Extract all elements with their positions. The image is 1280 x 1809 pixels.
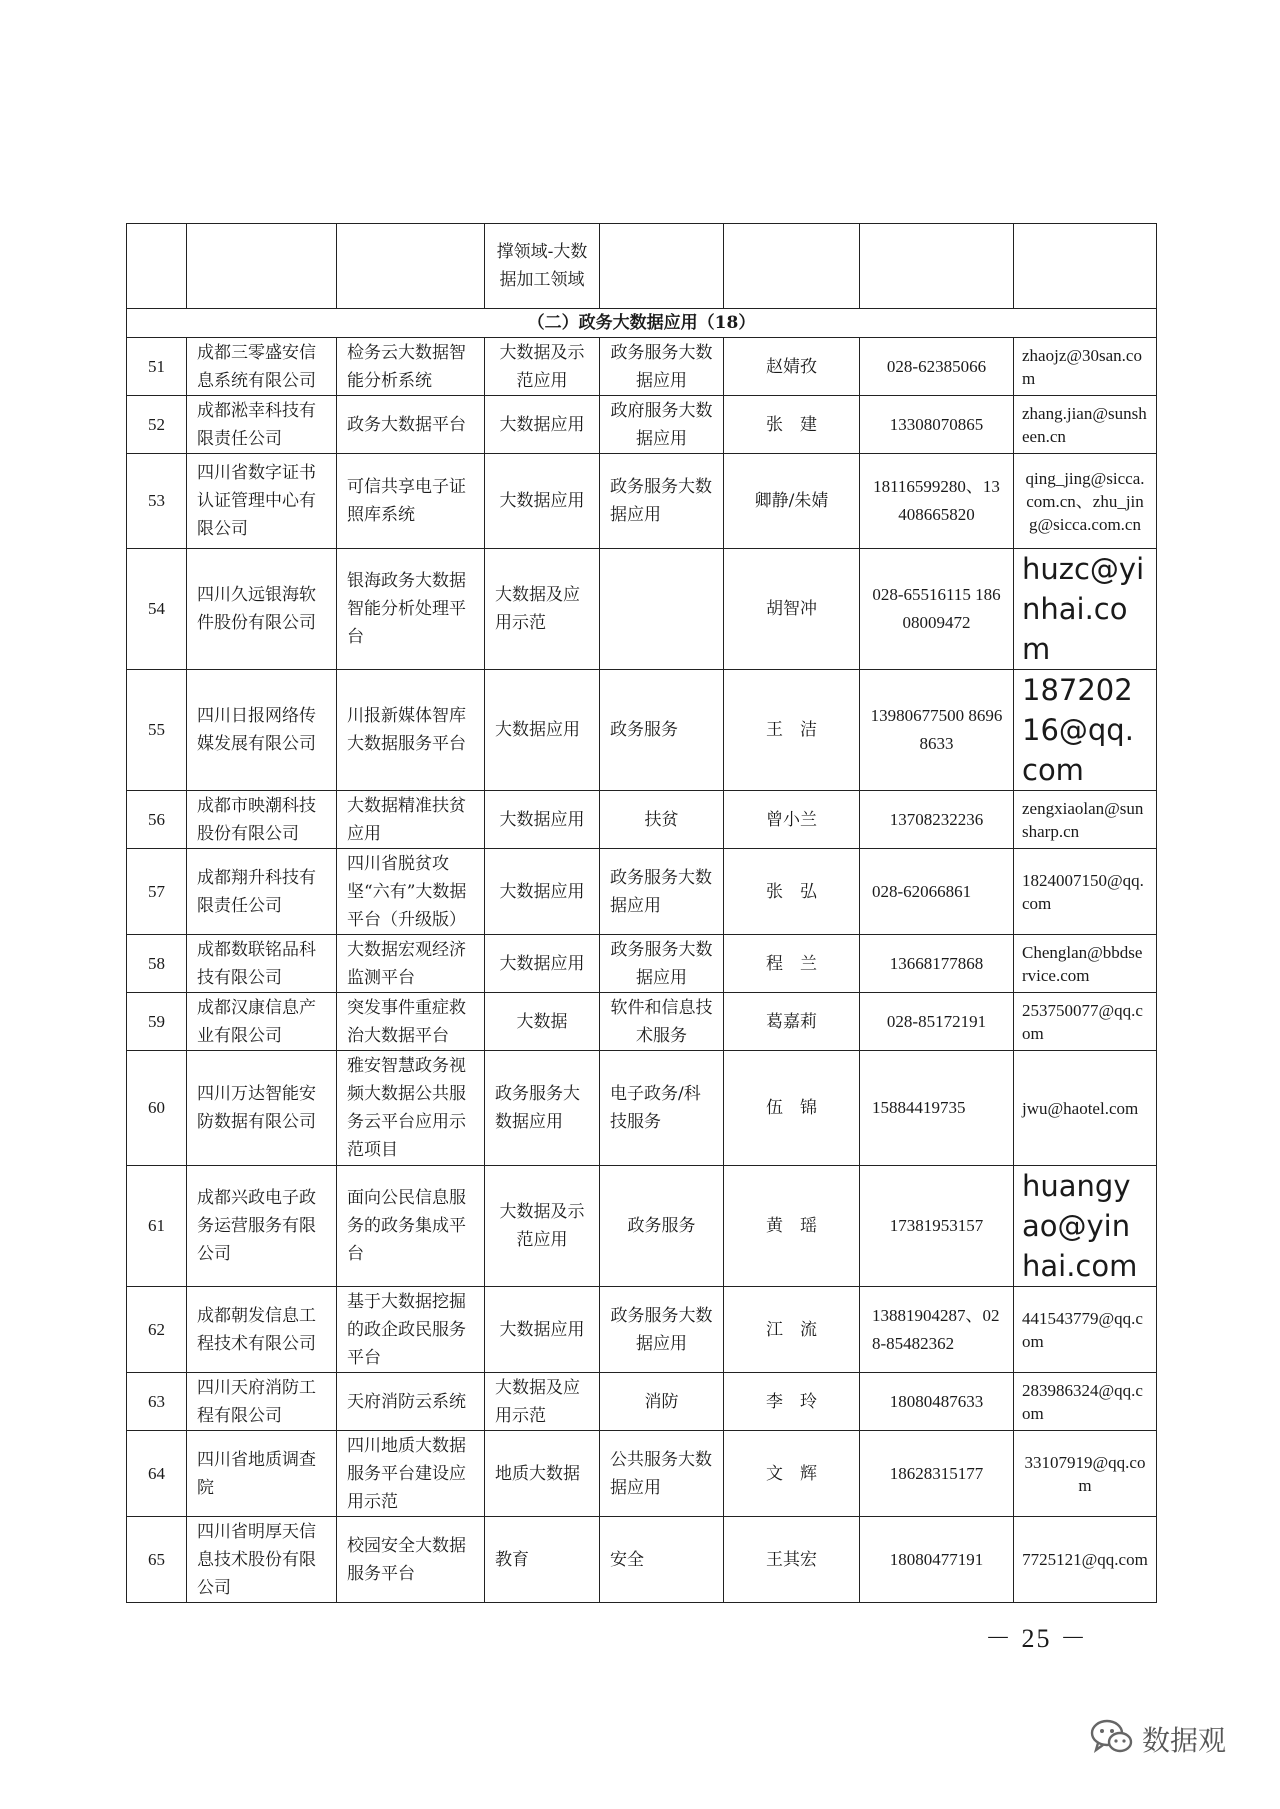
cell-field: 安全 bbox=[600, 1517, 724, 1603]
cell-category: 大数据应用 bbox=[485, 849, 600, 935]
table-row bbox=[127, 1166, 1157, 1287]
cell-project: 大数据宏观经济监测平台 bbox=[337, 935, 485, 993]
cell-num: 63 bbox=[127, 1373, 187, 1431]
cell-field: 软件和信息技术服务 bbox=[600, 993, 724, 1051]
cell-phone: 18080487633 bbox=[860, 1373, 1014, 1431]
table-row bbox=[127, 454, 1157, 549]
cell-company: 成都汉康信息产业有限公司 bbox=[187, 993, 337, 1051]
cell-project: 可信共享电子证照库系统 bbox=[337, 454, 485, 549]
cell-company: 四川日报网络传媒发展有限公司 bbox=[187, 670, 337, 791]
cell-project: 川报新媒体智库大数据服务平台 bbox=[337, 670, 485, 791]
cell-company: 四川省数字证书认证管理中心有限公司 bbox=[187, 454, 337, 549]
wechat-icon bbox=[1090, 1718, 1134, 1760]
cell-num: 51 bbox=[127, 338, 187, 396]
cell-company: 成都兴政电子政务运营服务有限公司 bbox=[187, 1166, 337, 1287]
cell-project: 面向公民信息服务的政务集成平台 bbox=[337, 1166, 485, 1287]
cell-email: 283986324@qq.com bbox=[1014, 1373, 1157, 1431]
cell-contact: 黄 瑶 bbox=[724, 1166, 860, 1287]
cell-phone: 18116599280、13408665820 bbox=[860, 454, 1014, 549]
cell-phone: 13881904287、028-85482362 bbox=[860, 1287, 1014, 1373]
cell-contact: 张 弘 bbox=[724, 849, 860, 935]
cell-email: huangyao@yinhai.com bbox=[1014, 1166, 1157, 1287]
cell-email: zhaojz@30san.com bbox=[1014, 338, 1157, 396]
cell-field: 政务服务大数据应用 bbox=[600, 454, 724, 549]
cell-category: 大数据应用 bbox=[485, 935, 600, 993]
cell-contact: 葛嘉莉 bbox=[724, 993, 860, 1051]
cell-project bbox=[337, 224, 485, 309]
watermark-text: 数据观 bbox=[1142, 1724, 1227, 1757]
cell-contact: 王其宏 bbox=[724, 1517, 860, 1603]
cell-phone: 028-65516115 18608009472 bbox=[860, 549, 1014, 670]
cell-field bbox=[600, 224, 724, 309]
cell-company: 成都市映潮科技股份有限公司 bbox=[187, 791, 337, 849]
cell-phone: 17381953157 bbox=[860, 1166, 1014, 1287]
table-row bbox=[127, 1373, 1157, 1431]
cell-project: 四川地质大数据服务平台建设应用示范 bbox=[337, 1431, 485, 1517]
table-row bbox=[127, 993, 1157, 1051]
cell-project: 校园安全大数据服务平台 bbox=[337, 1517, 485, 1603]
table-row bbox=[127, 338, 1157, 396]
cell-category: 政务服务大数据应用 bbox=[485, 1051, 600, 1166]
cell-phone: 028-85172191 bbox=[860, 993, 1014, 1051]
cell-phone: 028-62066861 bbox=[860, 849, 1014, 935]
cell-company: 成都数联铭品科技有限公司 bbox=[187, 935, 337, 993]
cell-num: 65 bbox=[127, 1517, 187, 1603]
cell-contact: 赵婧孜 bbox=[724, 338, 860, 396]
cell-category: 大数据应用 bbox=[485, 1287, 600, 1373]
cell-num: 55 bbox=[127, 670, 187, 791]
cell-num: 58 bbox=[127, 935, 187, 993]
table-row bbox=[127, 1517, 1157, 1603]
cell-company: 成都三零盛安信息系统有限公司 bbox=[187, 338, 337, 396]
cell-category: 地质大数据 bbox=[485, 1431, 600, 1517]
cell-email: 7725121@qq.com bbox=[1014, 1517, 1157, 1603]
cell-category: 大数据应用 bbox=[485, 791, 600, 849]
cell-field: 电子政务/科技服务 bbox=[600, 1051, 724, 1166]
cell-company: 成都翔升科技有限责任公司 bbox=[187, 849, 337, 935]
cell-contact: 江 流 bbox=[724, 1287, 860, 1373]
cell-email: zhang.jian@sunsheen.cn bbox=[1014, 396, 1157, 454]
cell-num: 60 bbox=[127, 1051, 187, 1166]
cell-project: 四川省脱贫攻坚“六有”大数据平台（升级版） bbox=[337, 849, 485, 935]
table-row bbox=[127, 1287, 1157, 1373]
cell-contact: 曾小兰 bbox=[724, 791, 860, 849]
cell-category: 大数据应用 bbox=[485, 454, 600, 549]
cell-category: 大数据 bbox=[485, 993, 600, 1051]
cell-contact: 伍 锦 bbox=[724, 1051, 860, 1166]
cell-field: 消防 bbox=[600, 1373, 724, 1431]
cell-company: 成都朝发信息工程技术有限公司 bbox=[187, 1287, 337, 1373]
cell-num: 56 bbox=[127, 791, 187, 849]
cell-num bbox=[127, 224, 187, 309]
cell-company: 四川久远银海软件股份有限公司 bbox=[187, 549, 337, 670]
cell-company: 四川天府消防工程有限公司 bbox=[187, 1373, 337, 1431]
cell-project: 突发事件重症救治大数据平台 bbox=[337, 993, 485, 1051]
cell-num: 61 bbox=[127, 1166, 187, 1287]
cell-category: 大数据及示范应用 bbox=[485, 338, 600, 396]
table-row bbox=[127, 396, 1157, 454]
cell-contact: 程 兰 bbox=[724, 935, 860, 993]
cell-num: 57 bbox=[127, 849, 187, 935]
cell-email: huzc@yinhai.com bbox=[1014, 549, 1157, 670]
cell-email: qing_jing@sicca.com.cn、zhu_jing@sicca.com.cn bbox=[1014, 454, 1157, 549]
cell-category: 教育 bbox=[485, 1517, 600, 1603]
cell-project: 基于大数据挖掘的政企政民服务平台 bbox=[337, 1287, 485, 1373]
cell-num: 52 bbox=[127, 396, 187, 454]
cell-project: 大数据精准扶贫应用 bbox=[337, 791, 485, 849]
page-number: － 25 － bbox=[985, 1624, 1089, 1653]
cell-company: 四川万达智能安防数据有限公司 bbox=[187, 1051, 337, 1166]
cell-contact: 张 建 bbox=[724, 396, 860, 454]
cell-contact: 王 洁 bbox=[724, 670, 860, 791]
cell-project: 检务云大数据智能分析系统 bbox=[337, 338, 485, 396]
section-header-row bbox=[127, 309, 1157, 338]
cell-company bbox=[187, 224, 337, 309]
enterprise-table bbox=[126, 223, 1157, 1603]
section-title: （二）政务大数据应用（18） bbox=[127, 309, 1157, 338]
cell-email: zengxiaolan@sunsharp.cn bbox=[1014, 791, 1157, 849]
cell-contact: 李 玲 bbox=[724, 1373, 860, 1431]
table-row bbox=[127, 791, 1157, 849]
cell-field: 政务服务大数据应用 bbox=[600, 849, 724, 935]
cell-project: 银海政务大数据智能分析处理平台 bbox=[337, 549, 485, 670]
cell-phone: 13308070865 bbox=[860, 396, 1014, 454]
cell-project: 天府消防云系统 bbox=[337, 1373, 485, 1431]
cell-contact: 文 辉 bbox=[724, 1431, 860, 1517]
cell-email: 33107919@qq.com bbox=[1014, 1431, 1157, 1517]
cell-field: 政务服务大数据应用 bbox=[600, 1287, 724, 1373]
cell-contact: 胡智冲 bbox=[724, 549, 860, 670]
table-row bbox=[127, 224, 1157, 309]
cell-category: 撑领域-大数据加工领域 bbox=[485, 224, 600, 309]
cell-email: 1824007150@qq.com bbox=[1014, 849, 1157, 935]
cell-project: 雅安智慧政务视频大数据公共服务云平台应用示范项目 bbox=[337, 1051, 485, 1166]
cell-phone: 15884419735 bbox=[860, 1051, 1014, 1166]
cell-company: 成都淞幸科技有限责任公司 bbox=[187, 396, 337, 454]
cell-phone: 13708232236 bbox=[860, 791, 1014, 849]
cell-phone bbox=[860, 224, 1014, 309]
cell-field: 政务服务大数据应用 bbox=[600, 338, 724, 396]
cell-num: 54 bbox=[127, 549, 187, 670]
cell-company: 四川省明厚天信息技术股份有限公司 bbox=[187, 1517, 337, 1603]
cell-email: 441543779@qq.com bbox=[1014, 1287, 1157, 1373]
cell-field: 政务服务 bbox=[600, 670, 724, 791]
cell-category: 大数据及示范应用 bbox=[485, 1166, 600, 1287]
cell-email bbox=[1014, 224, 1157, 309]
cell-email: 18720216@qq.com bbox=[1014, 670, 1157, 791]
cell-field bbox=[600, 549, 724, 670]
cell-category: 大数据及应用示范 bbox=[485, 1373, 600, 1431]
cell-field: 政府服务大数据应用 bbox=[600, 396, 724, 454]
table-row bbox=[127, 1431, 1157, 1517]
cell-phone: 18628315177 bbox=[860, 1431, 1014, 1517]
cell-company: 四川省地质调查院 bbox=[187, 1431, 337, 1517]
table-row bbox=[127, 670, 1157, 791]
cell-num: 59 bbox=[127, 993, 187, 1051]
cell-num: 64 bbox=[127, 1431, 187, 1517]
watermark bbox=[1090, 1718, 1226, 1760]
cell-field: 扶贫 bbox=[600, 791, 724, 849]
cell-contact: 卿静/朱婧 bbox=[724, 454, 860, 549]
table-row bbox=[127, 849, 1157, 935]
table-row bbox=[127, 935, 1157, 993]
cell-contact bbox=[724, 224, 860, 309]
cell-phone: 13980677500 86968633 bbox=[860, 670, 1014, 791]
cell-phone: 18080477191 bbox=[860, 1517, 1014, 1603]
cell-email: Chenglan@bbdservice.com bbox=[1014, 935, 1157, 993]
cell-field: 公共服务大数据应用 bbox=[600, 1431, 724, 1517]
cell-email: jwu@haotel.com bbox=[1014, 1051, 1157, 1166]
table-row bbox=[127, 549, 1157, 670]
table-row bbox=[127, 1051, 1157, 1166]
cell-phone: 028-62385066 bbox=[860, 338, 1014, 396]
cell-email: 253750077@qq.com bbox=[1014, 993, 1157, 1051]
cell-field: 政务服务大数据应用 bbox=[600, 935, 724, 993]
cell-category: 大数据应用 bbox=[485, 396, 600, 454]
cell-category: 大数据及应用示范 bbox=[485, 549, 600, 670]
cell-project: 政务大数据平台 bbox=[337, 396, 485, 454]
cell-phone: 13668177868 bbox=[860, 935, 1014, 993]
cell-num: 62 bbox=[127, 1287, 187, 1373]
cell-category: 大数据应用 bbox=[485, 670, 600, 791]
cell-field: 政务服务 bbox=[600, 1166, 724, 1287]
cell-num: 53 bbox=[127, 454, 187, 549]
